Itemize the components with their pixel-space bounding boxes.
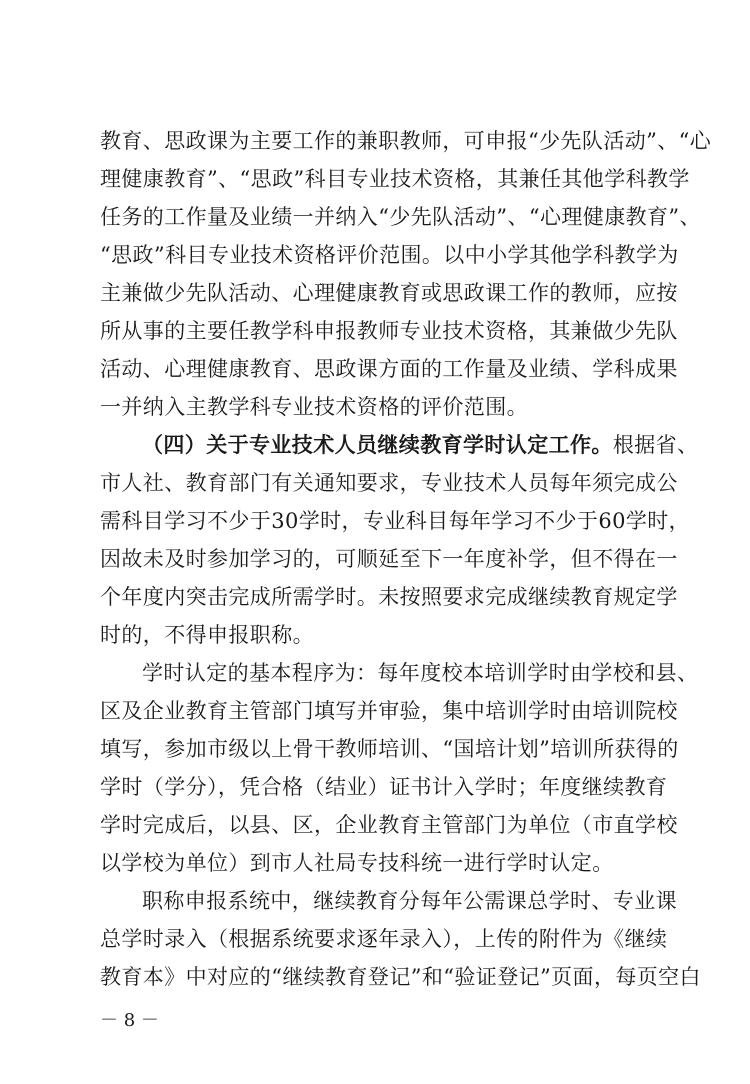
paragraph-3-line-3: 填写，参加市级以上骨干教师培训、“国培计划”培训所获得的 <box>100 737 679 761</box>
page-number: － 8 － <box>100 1010 159 1031</box>
paragraph-1-line-2: 理健康教育”、“思政”科目专业技术资格，其兼任其他学科教学 <box>100 167 690 191</box>
paragraph-2-line-2: 市人社、教育部门有关通知要求，专业技术人员每年须完成公 <box>100 471 678 495</box>
paragraph-3-line-2: 区及企业教育主管部门填写并审验，集中培训学时由培训院校 <box>100 699 678 723</box>
paragraph-1-line-8: 一并纳入主教学科专业技术资格的评价范围。 <box>100 395 528 419</box>
paragraph-2-line-1-rest: 根据省、 <box>612 433 699 457</box>
paragraph-1-line-5: 主兼做少先队活动、心理健康教育或思政课工作的教师，应按 <box>100 281 678 305</box>
paragraph-1-line-4: “思政”科目专业技术资格评价范围。以中小学其他学科教学为 <box>100 243 679 267</box>
paragraph-2-line-1 <box>142 430 699 460</box>
paragraph-2-line-3: 需科目学习不少于30学时，专业科目每年学习不少于60学时， <box>100 509 691 533</box>
paragraph-3-line-1: 学时认定的基本程序为：每年度校本培训学时由学校和县、 <box>142 661 699 685</box>
paragraph-1-line-7: 活动、心理健康教育、思政课方面的工作量及业绩、学科成果 <box>100 357 678 381</box>
paragraph-2-line-5: 个年度内突击完成所需学时。未按照要求完成继续教育规定学 <box>100 585 678 609</box>
paragraph-1-line-1: 教育、思政课为主要工作的兼职教师，可申报“少先队活动”、“心 <box>100 129 712 153</box>
paragraph-1-line-3: 任务的工作量及业绩一并纳入“少先队活动”、“心理健康教育”、 <box>100 205 701 229</box>
paragraph-2-line-6: 时的，不得申报职称。 <box>100 623 314 647</box>
paragraph-3-line-4: 学时（学分），凭合格（结业）证书计入学时；年度继续教育 <box>100 775 668 799</box>
paragraph-2-line-4: 因故未及时参加学习的，可顺延至下一年度补学，但不得在一 <box>100 547 678 571</box>
paragraph-3-line-5: 学时完成后，以县、区，企业教育主管部门为单位（市直学校 <box>100 813 678 837</box>
paragraph-3-line-6: 以学校为单位）到市人社局专技科统一进行学时认定。 <box>100 851 614 875</box>
paragraph-4-line-2: 总学时录入（根据系统要求逐年录入），上传的附件为《继续 <box>100 927 668 951</box>
paragraph-4-line-1: 职称申报系统中，继续教育分每年公需课总学时、专业课 <box>142 889 677 913</box>
paragraph-4-line-3: 教育本》中对应的“继续教育登记”和“验证登记”页面，每页空白 <box>100 965 701 989</box>
paragraph-1-line-6: 所从事的主要任教学科申报教师专业技术资格，其兼做少先队 <box>100 319 678 343</box>
section-heading: （四）关于专业技术人员继续教育学时认定工作。 <box>142 432 613 457</box>
